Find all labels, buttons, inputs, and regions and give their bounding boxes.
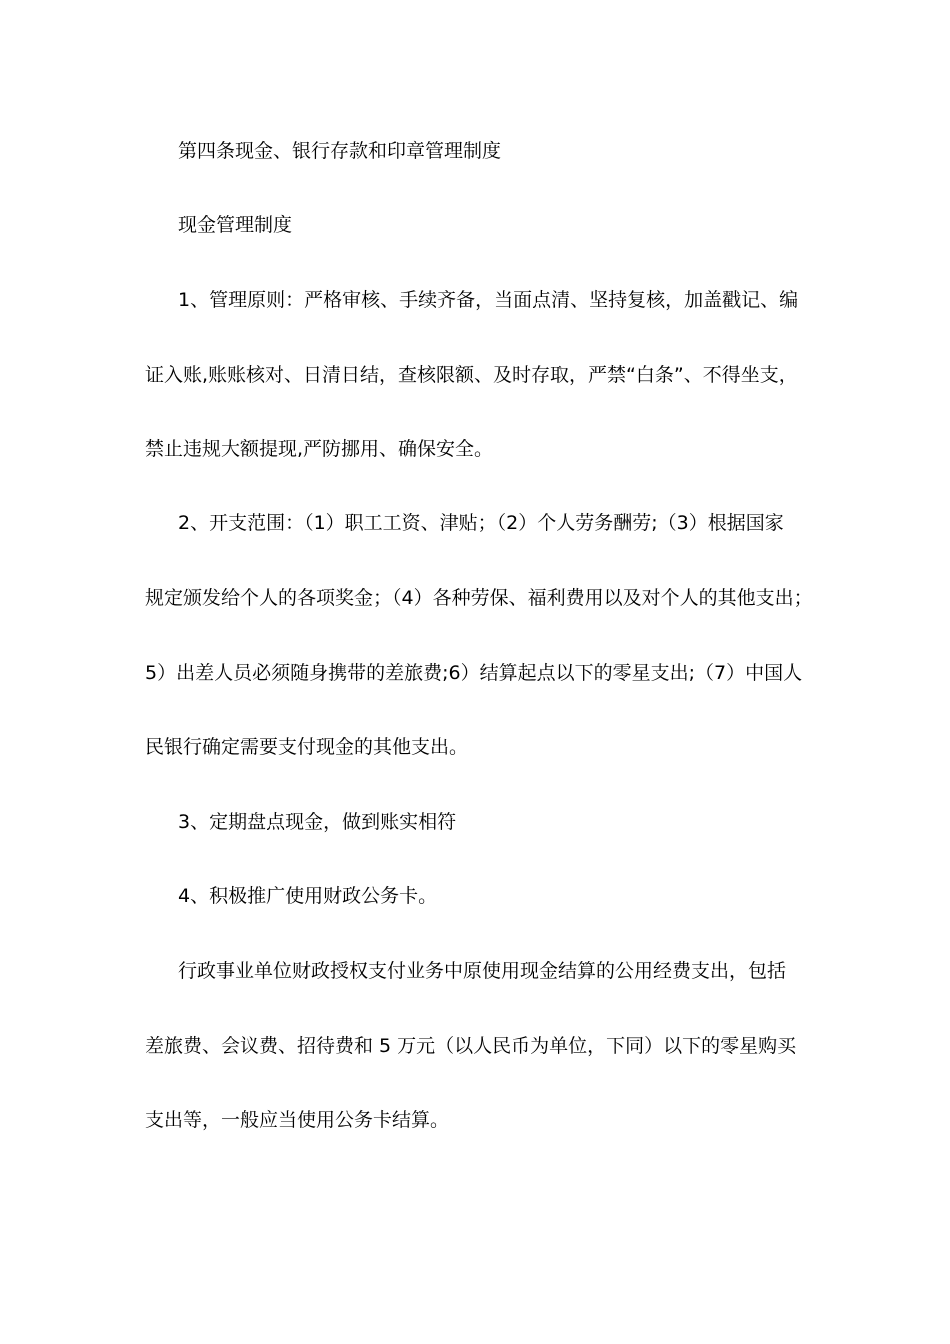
paragraph-inventory: 3、定期盘点现金，做到账实相符	[178, 811, 457, 833]
paragraph-line: 1、管理原则：严格审核、手续齐备，当面点清、坚持复核，加盖戳记、编	[178, 289, 799, 311]
paragraph-line: 5）出差人员必须随身携带的差旅费;6）结算起点以下的零星支出;（7）中国人	[145, 662, 803, 684]
section-subtitle: 现金管理制度	[178, 214, 293, 236]
paragraph-line: 证入账,账账核对、日清日结，查核限额、及时存取，严禁“白条”、不得坐支，	[145, 364, 798, 386]
paragraph-official-card: 4、积极推广使用财政公务卡。	[178, 885, 438, 907]
paragraph-line: 支出等，一般应当使用公务卡结算。	[145, 1109, 450, 1131]
paragraph-line: 民银行确定需要支付现金的其他支出。	[145, 736, 469, 758]
paragraph-line: 规定颁发给个人的各项奖金；（4）各种劳保、福利费用以及对个人的其他支出；	[145, 587, 813, 609]
paragraph-line: 禁止违规大额提现,严防挪用、确保安全。	[145, 438, 494, 460]
section-title: 第四条现金、银行存款和印章管理制度	[178, 140, 502, 162]
paragraph-line: 差旅费、会议费、招待费和 5 万元（以人民币为单位，下同）以下的零星购买	[145, 1035, 797, 1057]
paragraph-line: 行政事业单位财政授权支付业务中原使用现金结算的公用经费支出，包括	[178, 960, 787, 982]
paragraph-line: 2、开支范围：（1）职工工资、津贴；（2）个人劳务酬劳;（3）根据国家	[178, 512, 784, 534]
